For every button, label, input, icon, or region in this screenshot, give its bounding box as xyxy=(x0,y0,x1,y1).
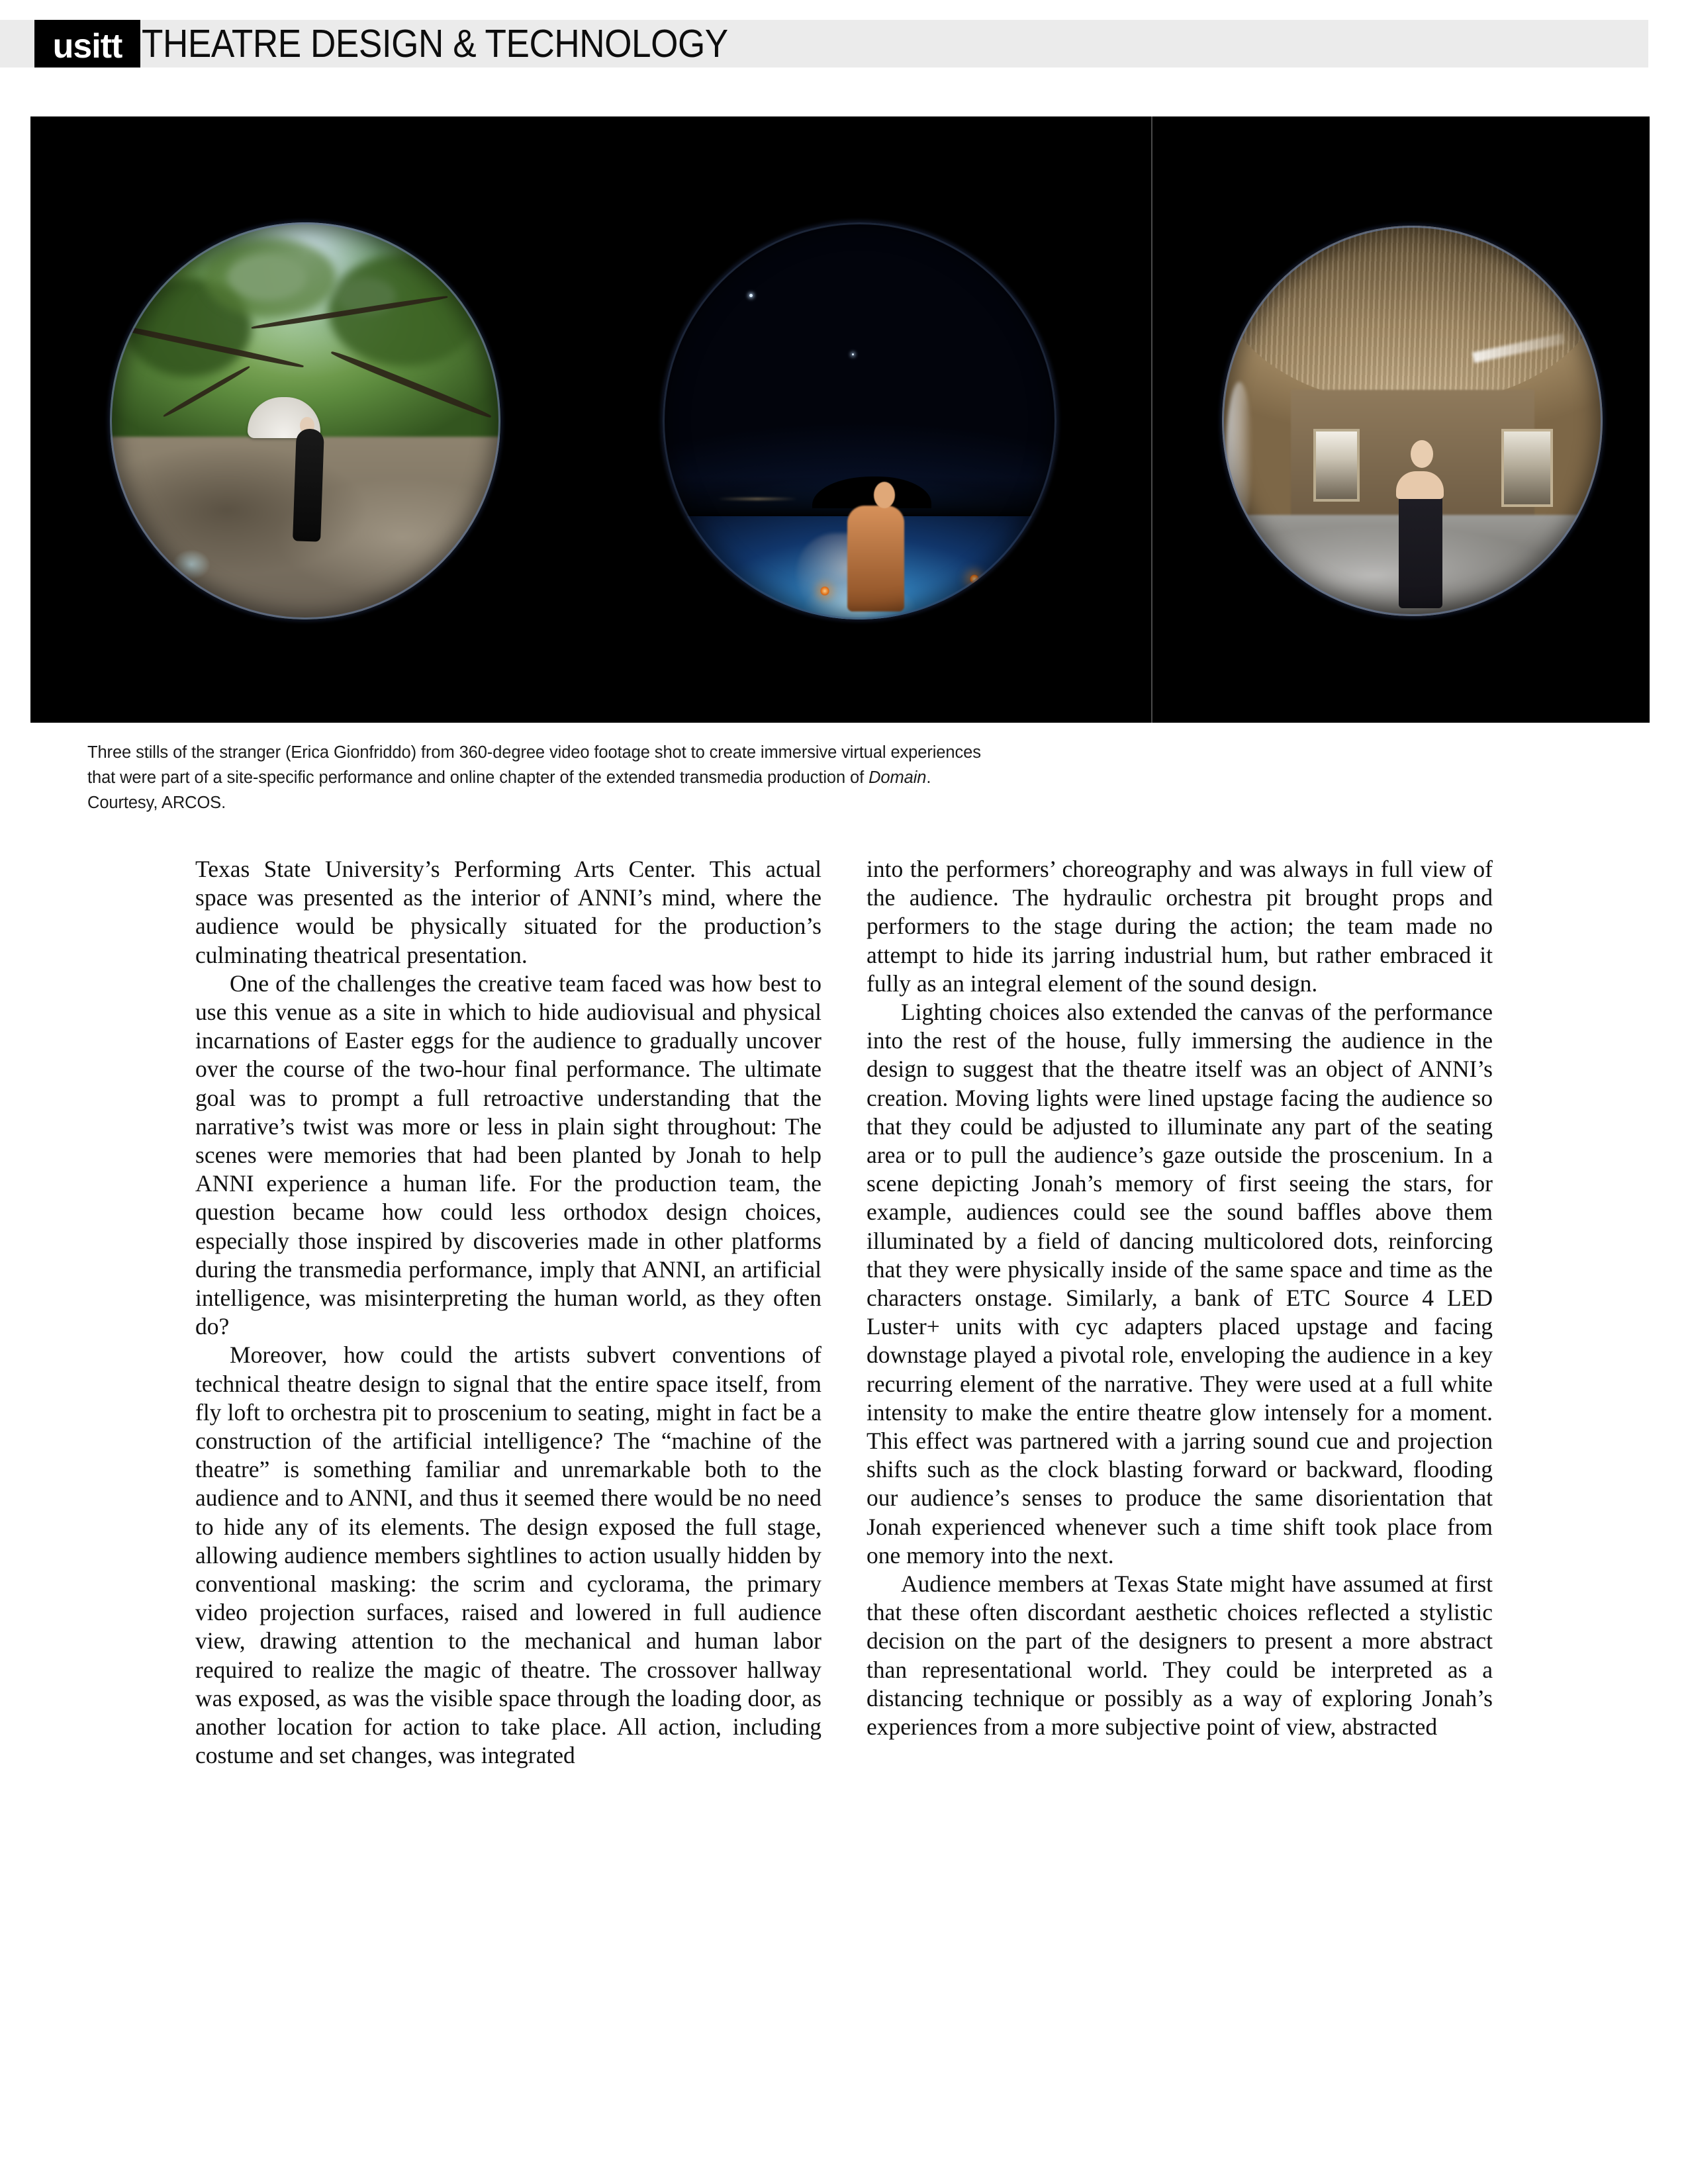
interior-performer-body xyxy=(1399,482,1442,608)
interior-left-glow xyxy=(1226,382,1252,527)
twilight-star xyxy=(852,353,854,355)
fisheye-still-twilight xyxy=(663,222,1056,619)
woods-foliage xyxy=(204,238,336,318)
article-column-right xyxy=(867,855,1493,1770)
twilight-candle xyxy=(970,574,979,584)
paragraph: Texas State University’s Performing Arts Center. This actual space was presented as the interior of ANNI’s mind, where the audience would be physically situated for the production’s culminating theatrical presentation. xyxy=(195,856,821,968)
caption-line-2-text: that were part of a site-specific performance and online chapter of the extended transmedia production of xyxy=(87,768,869,787)
twilight-performer-body xyxy=(847,506,904,612)
paragraph: into the performers’ choreography and was always in full view of the audience. The hydraulic orchestra pit brought props and performers to the stage during the action; the team made no attempt to hide its jarring industrial hum, but rather embraced it fully as an integral element of the sound design. xyxy=(867,856,1493,997)
caption-line-1: Three stills of the stranger (Erica Gionfriddo) from 360-degree video footage shot to create immersive virtual experiences xyxy=(87,743,981,762)
paragraph: Moreover, how could the artists subvert conventions of technical theatre design to signal that the entire space itself, from fly loft to orchestra pit to proscenium to seating, might in fact be a construction of the artificial intelligence? The “machine of the theatre” is something familiar and unremarkable both to the audience and to ANNI, and thus it seemed there would be no need to hide any of its elements. The design exposed the full stage, allowing audience members sightlines to action usually hidden by conventional masking: the scrim and cyclorama, the primary video projection surfaces, raised and lowered in full audience view, drawing attention to the mechanical and human labor required to realize the magic of theatre. The crossover hallway was exposed, as was the visible space through the loading door, as another location for action to take place. All action, including costume and set changes, was integrated xyxy=(195,1342,821,1769)
article-column-left xyxy=(195,855,821,1770)
fisheye-still-woods xyxy=(110,222,500,619)
paragraph: One of the challenges the creative team faced was how best to use this venue as a site in which to hide audiovisual and physical incarnations of Easter eggs for the audience to gradually uncover over the course of the two-hour final performance. The ultimate goal was to prompt a full retroactive understanding that the narrative’s twist was more or less in plain sight throughout: The scenes were memories that had been planted by Jonah to help ANNI experience a human life. For the production team, the question became how could less orthodox design choices, especially those inspired by discoveries made in other platforms during the transmedia performance, imply that ANNI, an artificial intelligence, was misinterpreting the human world, as they often do? xyxy=(195,970,821,1340)
interior-ceiling xyxy=(1222,226,1603,405)
interior-performer-head xyxy=(1411,440,1433,468)
twilight-performer-head xyxy=(874,482,895,508)
usitt-logo: usitt xyxy=(34,20,140,68)
photo-pair-left xyxy=(30,116,1151,723)
paragraph: Lighting choices also extended the canvas of the performance into the rest of the house, fully immersing the audience in the design to suggest that the theatre itself was an object of ANNI’s creation. Moving lights were lined upstage facing the audience so that they could be adjusted to illuminate any part of the seating area or to pull the audience’s gaze outside the proscenium. In a scene depicting Jonah’s memory of first seeing the stars, for example, audiences could see the sound baffles above them illuminated by a field of dancing multicolored dots, reinforcing that they were physically inside of the same space and time as the characters onstage. Similarly, a bank of ETC Source 4 LED Luster+ units with cyc adapters placed upstage and facing downstage played a pivotal role, enveloping the audience in a key recurring element of the narrative. They were used at a full white intensity to make the entire theatre glow intensely for a moment. This effect was partnered with a jarring sound cue and projection shifts such as the clock blasting forward or backward, flooding our audience’s senses to produce the same disorientation that Jonah experienced whenever such a time shift took place from one memory into the next. xyxy=(867,999,1493,1569)
woods-lens-flare xyxy=(172,549,211,580)
interior-window xyxy=(1501,429,1553,507)
caption-line-3: Courtesy, ARCOS. xyxy=(87,794,226,812)
twilight-star xyxy=(749,294,753,297)
article-body xyxy=(195,855,1493,1770)
fisheye-still-interior xyxy=(1222,226,1603,616)
interior-doorway xyxy=(1313,429,1360,502)
figure-photo-strip xyxy=(30,116,1650,723)
photo-right xyxy=(1152,116,1650,723)
masthead-title: THEATRE DESIGN & TECHNOLOGY xyxy=(142,22,728,66)
caption-production-title: Domain xyxy=(868,768,927,787)
figure-caption xyxy=(87,740,1345,815)
paragraph: Audience members at Texas State might have assumed at first that these often discordant aesthetic choices reflected a stylistic decision on the part of the designers to present a more abstract than representational world. They could be interpreted as a distancing technique or possibly as a way of exploring Jonah’s experiences from a more subjective point of view, abstracted xyxy=(867,1570,1493,1741)
interior-performer-shoulders xyxy=(1396,471,1444,499)
caption-line-2-period: . xyxy=(926,768,931,787)
caption-line-2 xyxy=(87,765,1345,790)
twilight-candle xyxy=(820,586,829,596)
woods-performer-body xyxy=(293,428,324,541)
